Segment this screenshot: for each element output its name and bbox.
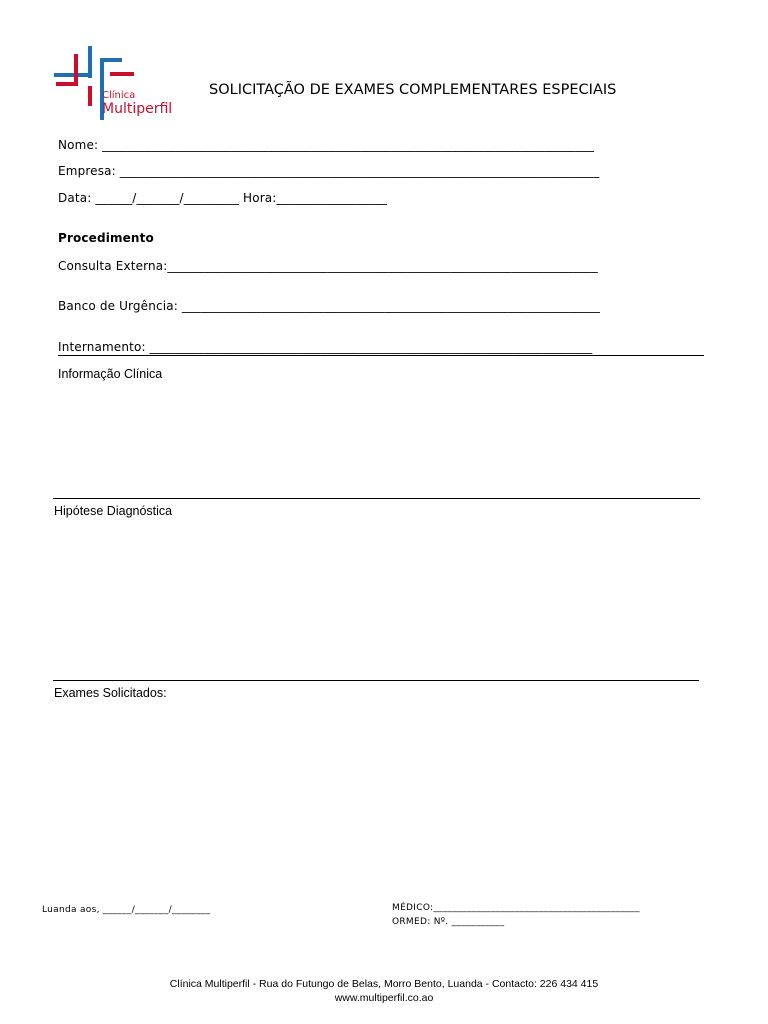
exames-solicitados-heading: Exames Solicitados: <box>54 686 167 700</box>
footer-website[interactable]: www.multiperfil.co.ao <box>334 992 434 1004</box>
place-date-field[interactable]: Luanda aos, ______/_______/________ <box>42 905 211 915</box>
divider-line <box>53 498 700 499</box>
data-hora-field[interactable]: Data: ______/_______/_________ Hora:__________________ <box>58 191 388 205</box>
internamento-field[interactable]: Internamento: ________________________________________________________________________ <box>58 340 593 354</box>
logo-text-multiperfil: Multiperfil <box>102 101 173 117</box>
hipotese-diagnostica-heading: Hipótese Diagnóstica <box>54 504 173 518</box>
ormed-number-field[interactable]: ORMED: Nº. ___________ <box>392 917 505 927</box>
divider-line <box>53 680 699 681</box>
empresa-field[interactable]: Empresa: ______________________________________________________________________________ <box>58 164 600 178</box>
consulta-externa-field[interactable]: Consulta Externa:______________________________________________________________________ <box>58 259 598 273</box>
procedimento-heading: Procedimento <box>58 231 154 245</box>
nome-field[interactable]: Nome: ________________________________________________________________________________ <box>58 138 595 152</box>
footer-address: Clínica Multiperfil - Rua do Futungo de Belas, Morro Bento, Luanda - Contacto: 226 434 415 <box>169 978 599 990</box>
clinic-logo <box>54 44 179 122</box>
divider-line <box>58 355 704 356</box>
medico-signature-field[interactable]: MÉDICO:___________________________________________ <box>392 903 640 913</box>
form-title: SOLICITAÇÃO DE EXAMES COMPLEMENTARES ESPECIAIS <box>209 82 617 98</box>
logo-text-clinica: Clínica <box>102 90 136 101</box>
banco-urgencia-field[interactable]: Banco de Urgência: ____________________________________________________________________ <box>58 299 601 313</box>
informacao-clinica-heading: Informação Clínica <box>58 367 163 381</box>
